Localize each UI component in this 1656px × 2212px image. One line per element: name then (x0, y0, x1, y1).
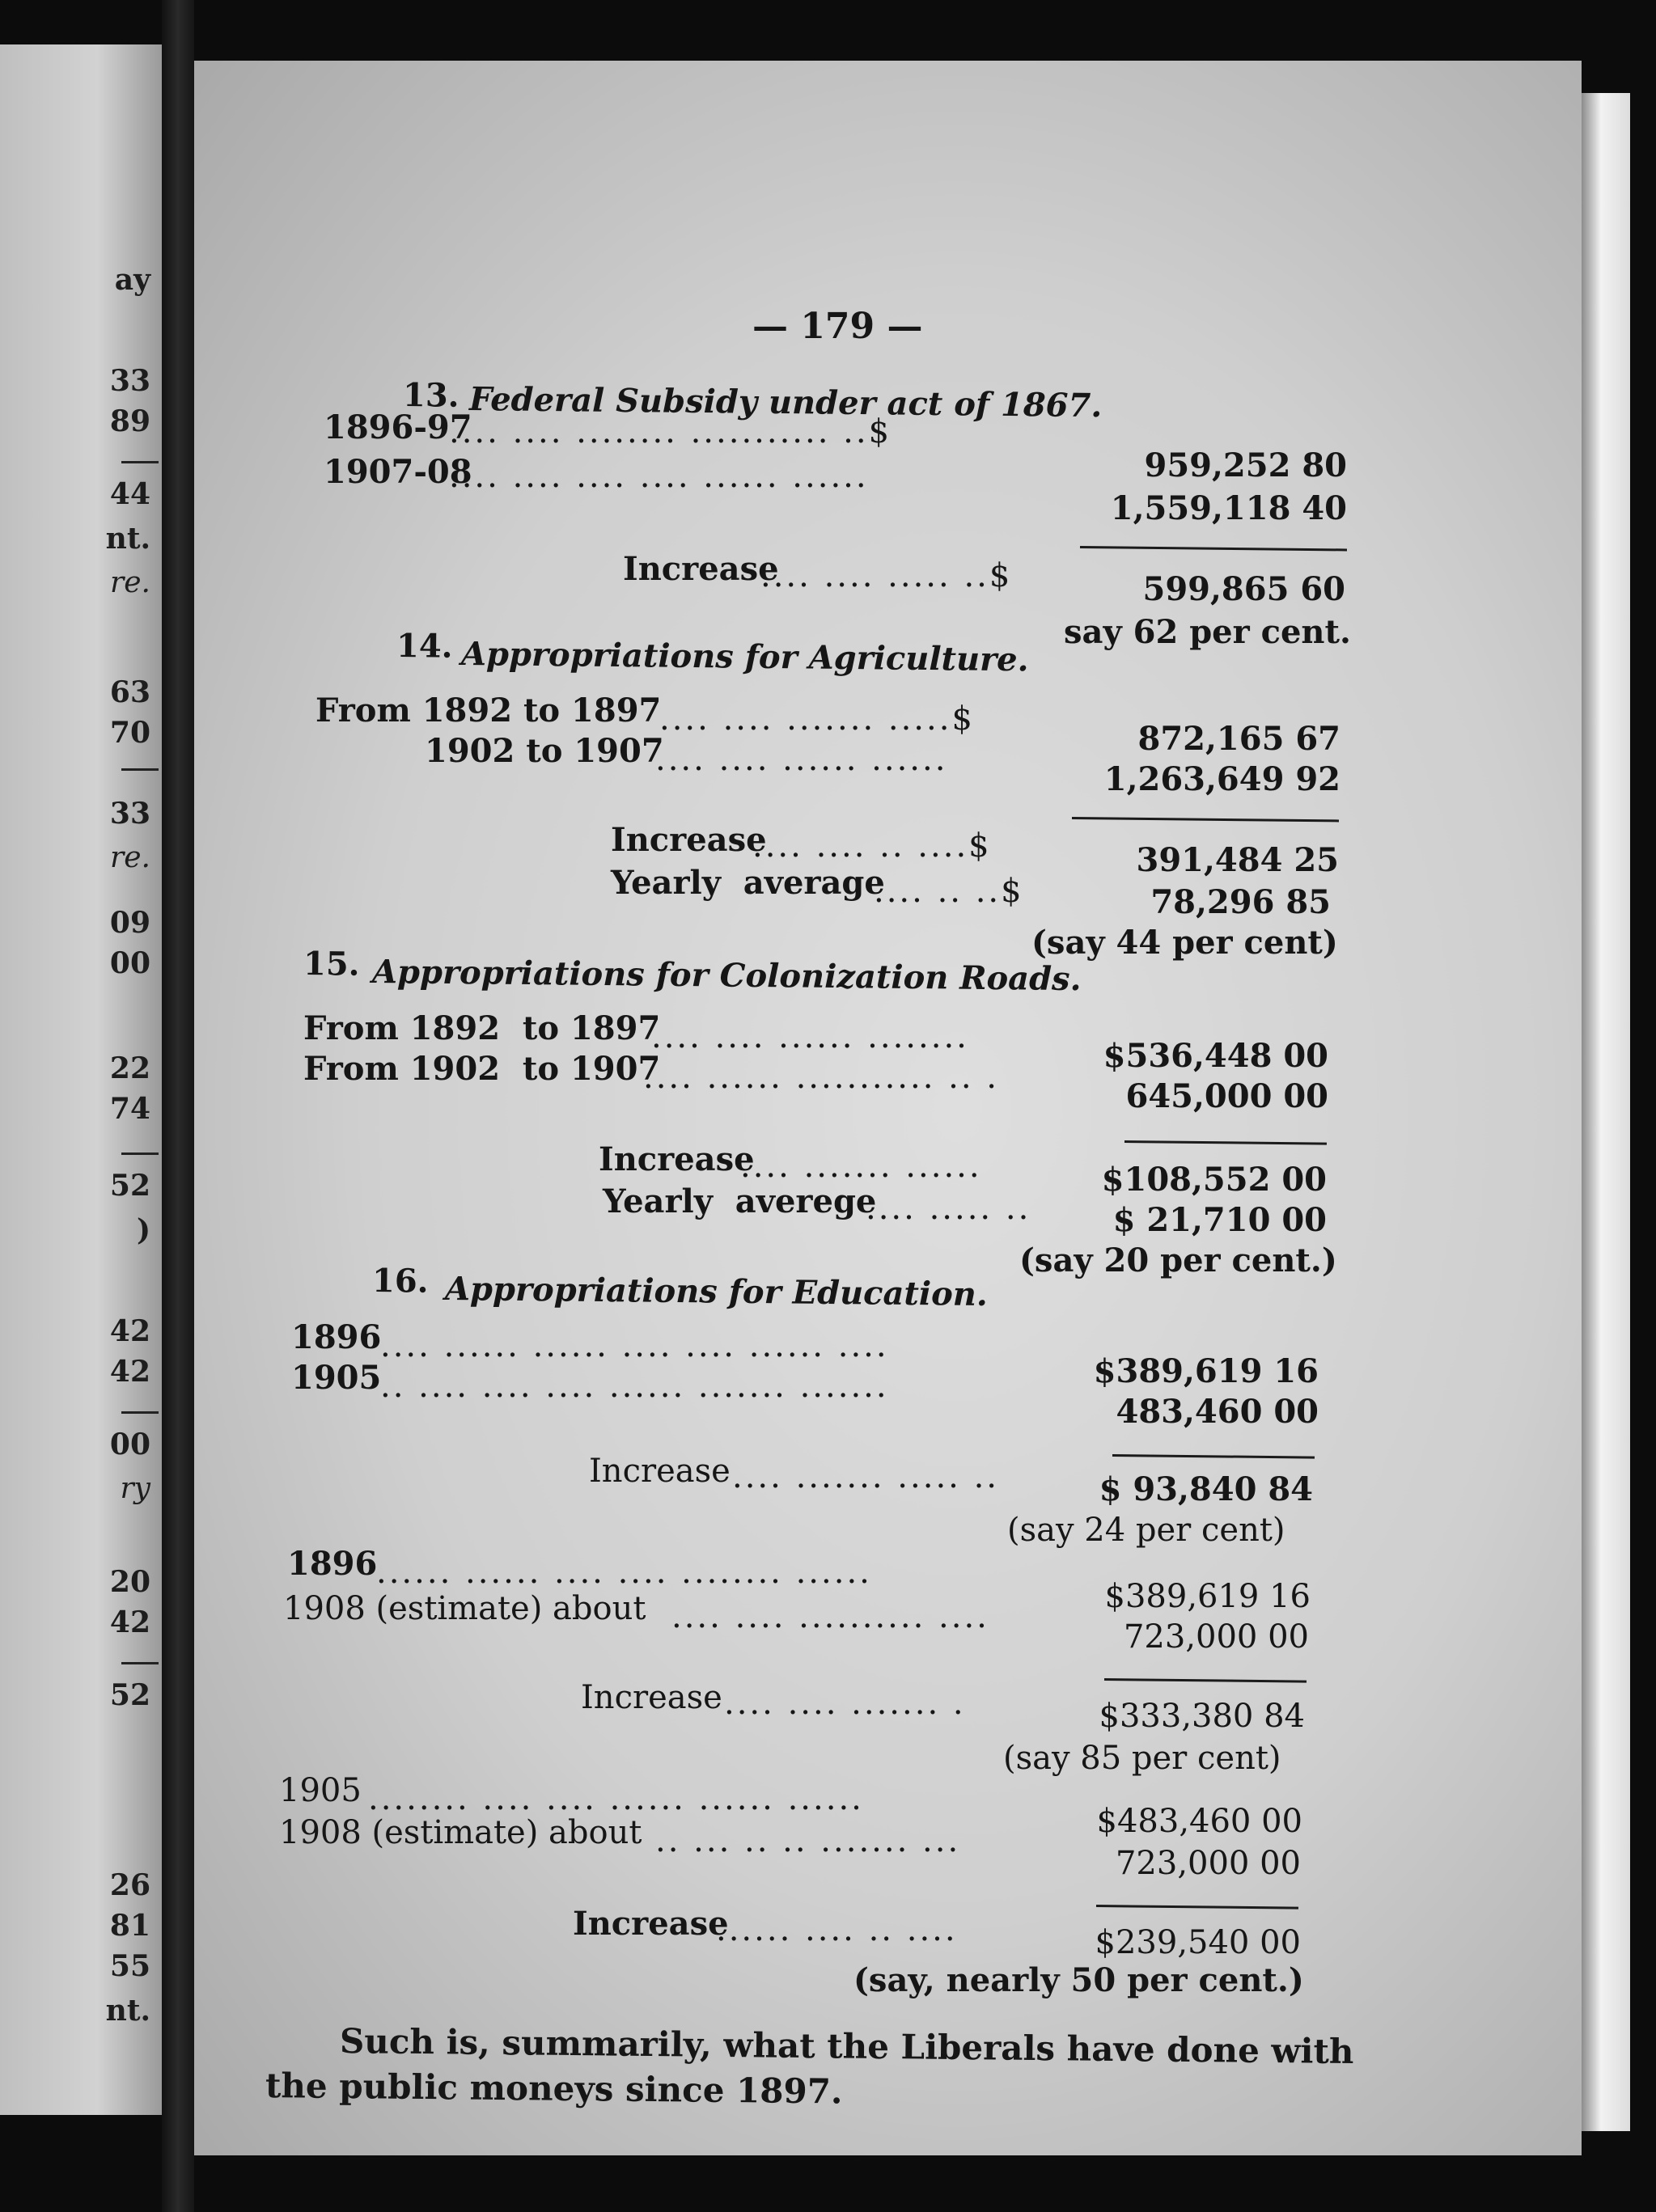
section-number: 15. (303, 945, 360, 983)
left-page-line: ry (120, 1472, 150, 1505)
section-heading: Appropriations for Colonization Roads. (371, 953, 1082, 999)
left-page-rule (121, 1153, 159, 1155)
left-page-line: 81 (109, 1909, 150, 1943)
row-label: From 1892 to 1897 (316, 692, 662, 730)
book-gutter (162, 0, 194, 2212)
leader-dots: .... .... .. ....$ (752, 827, 992, 865)
amount: $483,460 00 (1096, 1803, 1302, 1840)
page-number: — 179 — (752, 306, 923, 347)
left-page-line: 26 (109, 1868, 150, 1902)
leader-dots: .... .... ...... ........ (651, 1018, 969, 1055)
amount: $ 21,710 00 (1112, 1201, 1327, 1239)
leader-dots: .... .. ..$ (874, 873, 1024, 910)
amount: 599,865 60 (1142, 570, 1345, 608)
amount: $389,619 16 (1093, 1352, 1319, 1390)
leader-dots: .... .... ..... ..$ (760, 557, 1013, 594)
row-label: From 1892 to 1897 (303, 1009, 661, 1047)
amount: 723,000 00 (1123, 1618, 1309, 1656)
row-label: 1907-08 (324, 453, 472, 491)
amount: $108,552 00 (1101, 1161, 1327, 1199)
leader-dots: .... .... .... .... ...... ...... (449, 458, 869, 495)
leader-dots: .... ....... ...... (740, 1148, 982, 1185)
left-page-line: 20 (109, 1565, 150, 1599)
row-label: 1896-97 (324, 408, 472, 446)
left-page-line: 09 (109, 906, 150, 940)
leader-dots: .... ....... ..... .. (732, 1458, 1000, 1495)
leader-dots: .. ... .. .. ....... ... (655, 1822, 961, 1859)
amount: 1,263,649 92 (1103, 760, 1340, 798)
left-page-line: re. (110, 566, 150, 599)
previous-page-edge (0, 44, 162, 2115)
left-page-rule (121, 768, 159, 771)
amount: 645,000 00 (1125, 1077, 1328, 1115)
row-label: Increase (573, 1905, 729, 1943)
section-number: 13. (402, 376, 460, 415)
left-page-line: 74 (109, 1092, 150, 1126)
section-heading: Federal Subsidy under act of 1867. (468, 380, 1103, 425)
row-label: 1908 (estimate) about (279, 1814, 642, 1851)
leader-dots: .... ...... ........... .. . (643, 1059, 1000, 1096)
left-page-line: ) (136, 1213, 150, 1247)
row-label: Increase (581, 1679, 722, 1716)
left-page-line: 55 (109, 1949, 150, 1983)
amount: 959,252 80 (1144, 446, 1347, 484)
left-page-line: 33 (109, 364, 150, 398)
percent-note: (say 44 per cent) (1031, 924, 1338, 962)
amount: $239,540 00 (1095, 1924, 1301, 1961)
percent-note: (say 24 per cent) (1007, 1512, 1285, 1549)
left-page-line: 42 (109, 1314, 150, 1348)
amount: 872,165 67 (1137, 720, 1340, 758)
row-label: Increase (589, 1453, 731, 1490)
section-heading: Appropriations for Agriculture. (460, 635, 1029, 679)
amount: 391,484 25 (1136, 841, 1339, 879)
percent-note: (say, nearly 50 per cent.) (853, 1961, 1304, 1999)
leader-dots: .... .... ....... . (724, 1685, 966, 1722)
row-label: Increase (599, 1140, 755, 1178)
left-page-line: 42 (109, 1355, 150, 1389)
left-page-rule (121, 1411, 159, 1414)
leader-dots: .... .... ........ ........... ..$ (449, 413, 892, 450)
left-page-line: 70 (109, 716, 150, 750)
left-page-line: 63 (109, 675, 150, 709)
leader-dots: ...... ...... .... .... ........ ...... (376, 1554, 872, 1591)
row-label: 1902 to 1907 (425, 732, 664, 770)
left-page-line: 89 (109, 404, 150, 438)
left-page-line: 00 (109, 946, 150, 980)
amount: $389,619 16 (1104, 1578, 1311, 1615)
amount: 723,000 00 (1115, 1845, 1301, 1882)
leader-dots: .... .... .......... .... (671, 1598, 989, 1635)
row-label: 1896 (291, 1318, 382, 1356)
leader-dots: .... .... ...... ...... (655, 741, 948, 778)
amount: $ 93,840 84 (1099, 1470, 1313, 1508)
amount: 1,559,118 40 (1110, 489, 1347, 527)
amount: $536,448 00 (1103, 1037, 1328, 1075)
closing-text-line-1: Such is, summarily, what the Liberals have done with (339, 2021, 1354, 2072)
row-label: Yearly average (611, 864, 885, 902)
leader-dots: ...... .... .. .... (716, 1911, 958, 1948)
left-page-line: 44 (109, 477, 150, 511)
left-page-line: 33 (109, 797, 150, 831)
left-page-rule (121, 461, 159, 463)
leader-dots: .... ..... .. (866, 1190, 1031, 1227)
percent-note: (say 85 per cent) (1003, 1740, 1281, 1777)
page-edge (1582, 93, 1630, 2131)
leader-dots: .. .... .... .... ...... ....... ....... (380, 1368, 889, 1405)
amount: 78,296 85 (1150, 883, 1331, 921)
row-label: From 1902 to 1907 (303, 1050, 661, 1088)
leader-dots: .... ...... ...... .... .... ...... .... (380, 1327, 889, 1364)
leader-dots: .... .... ....... .....$ (659, 700, 975, 738)
left-page-line: 52 (109, 1678, 150, 1712)
section-number: 14. (396, 627, 453, 666)
left-page-line: nt. (105, 522, 150, 556)
section-heading: Appropriations for Education. (444, 1270, 989, 1314)
percent-note: say 62 per cent. (1064, 613, 1351, 651)
row-label: 1905 (291, 1359, 382, 1397)
row-label: Increase (611, 821, 767, 859)
left-page-line: nt. (105, 1994, 150, 2028)
left-page-line: 22 (109, 1051, 150, 1085)
left-page-rule (121, 1662, 159, 1664)
percent-note: (say 20 per cent.) (1019, 1241, 1337, 1279)
left-page-line: 00 (109, 1427, 150, 1461)
leader-dots: ........ .... .... ...... ...... ...... (368, 1780, 864, 1817)
row-label: 1905 (279, 1772, 362, 1809)
left-page-line: 42 (109, 1605, 150, 1639)
row-label: Yearly averege (603, 1182, 877, 1220)
closing-text-line-2: the public moneys since 1897. (265, 2066, 843, 2112)
left-page-line: ay (114, 263, 150, 297)
section-number: 16. (371, 1262, 429, 1301)
left-page-line: 52 (109, 1169, 150, 1203)
row-label: 1908 (estimate) about (283, 1590, 646, 1627)
amount: $333,380 84 (1099, 1698, 1305, 1735)
row-label: 1896 (287, 1545, 378, 1583)
row-label: Increase (623, 550, 779, 588)
amount: 483,460 00 (1116, 1393, 1319, 1431)
left-page-line: re. (110, 841, 150, 874)
